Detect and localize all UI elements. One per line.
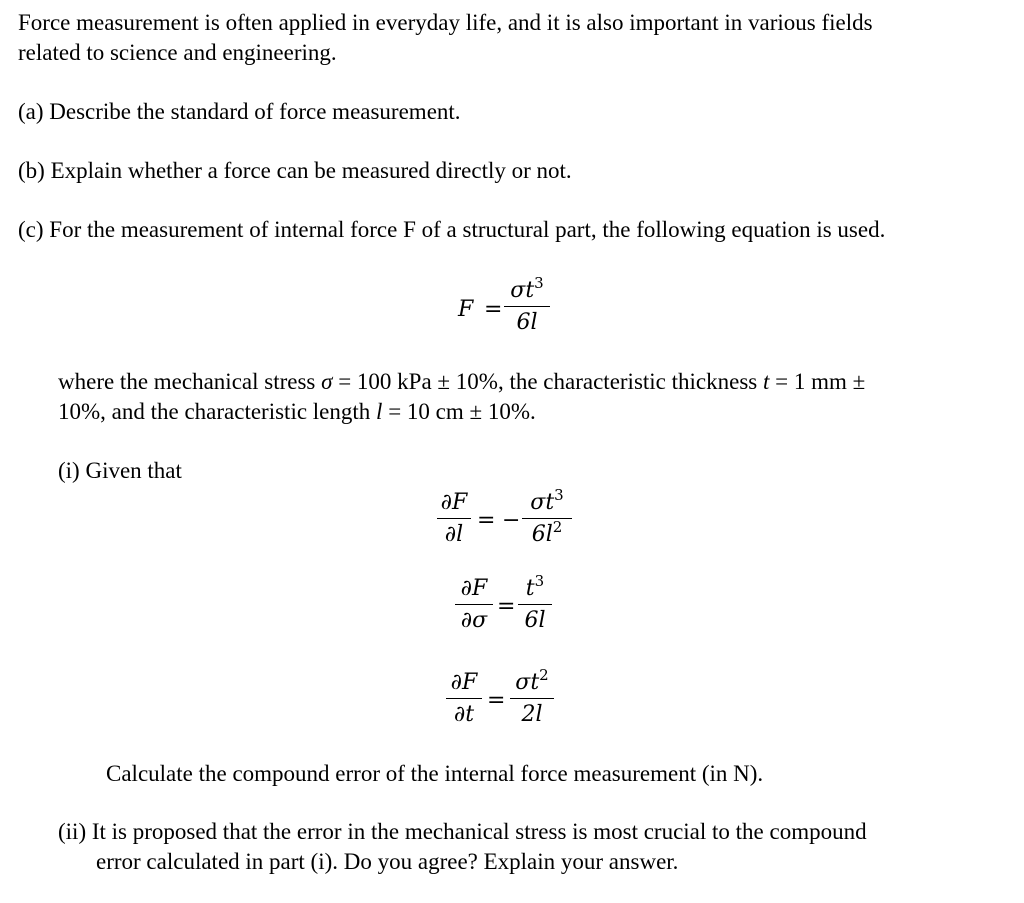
main-eq-equals: =	[484, 297, 503, 322]
intro-line-1: Force measurement is often applied in everyday life, and it is also important in various fields	[18, 10, 873, 35]
eq1-lhs-num: ∂F	[440, 490, 468, 515]
eq3-lhs-fraction	[446, 670, 482, 728]
eq3-lhs-bar	[446, 698, 482, 699]
main-eq-lhs: F	[458, 297, 474, 322]
eq1-equals: =	[477, 508, 496, 533]
eq1-lhs-bar	[437, 518, 471, 519]
eq2-rhs-num: $t^3$	[525, 572, 545, 601]
eq2-lhs-fraction	[455, 576, 493, 634]
part-ii-line-2: error calculated in part (i). Do you agree? Explain your answer.	[96, 849, 679, 874]
eq3-lhs-num: ∂F	[450, 670, 478, 695]
main-eq-denominator: 6l	[516, 310, 538, 335]
eq2-rhs-fraction	[518, 572, 552, 634]
part-b: (b) Explain whether a force can be measured directly or not.	[18, 158, 572, 183]
eq2-lhs-bar	[455, 604, 493, 605]
where-line-2: 10%, and the characteristic length l = 10 cm ± 10%.	[58, 399, 536, 424]
part-a: (a) Describe the standard of force measurement.	[18, 99, 461, 124]
where-line-1: where the mechanical stress σ = 100 kPa ± 10%, the characteristic thickness t = 1 mm ±	[58, 369, 866, 394]
eq1-rhs-num: $\sigma t^3$	[530, 486, 564, 515]
eq2-rhs-bar	[518, 604, 552, 605]
part-c: (c) For the measurement of internal force F of a structural part, the following equation is used.	[18, 217, 886, 242]
main-eq-fraction-bar	[504, 306, 550, 307]
eq1-minus: −	[502, 508, 521, 533]
eq3-equals: =	[487, 688, 506, 713]
eq1-lhs-den: ∂l	[444, 522, 464, 547]
part-i-intro: (i) Given that	[58, 458, 182, 483]
eq1-rhs-fraction	[522, 486, 572, 548]
eq1-rhs-den: $6l^2$	[531, 518, 563, 547]
eq3-rhs-fraction	[510, 666, 554, 728]
main-eq-fraction	[504, 274, 550, 336]
eq3-lhs-den: ∂t	[453, 702, 475, 727]
eq3-rhs-num: $\sigma t^2$	[515, 666, 549, 695]
eq1-lhs-fraction	[437, 490, 471, 548]
part-ii-line-1: (ii) It is proposed that the error in the mechanical stress is most crucial to the compound	[58, 819, 867, 844]
eq1-rhs-bar	[522, 518, 572, 519]
eq2-lhs-den: ∂σ	[460, 608, 488, 633]
eq2-rhs-den: 6l	[524, 608, 546, 633]
eq2-equals: =	[497, 594, 516, 619]
eq3-rhs-bar	[510, 698, 554, 699]
intro-line-2: related to science and engineering.	[18, 40, 337, 65]
eq2-lhs-num: ∂F	[460, 576, 488, 601]
main-eq-numerator: $\sigma t^3$	[510, 274, 544, 303]
part-i-question: Calculate the compound error of the internal force measurement (in N).	[106, 761, 764, 786]
eq3-rhs-den: 2l	[521, 702, 543, 727]
